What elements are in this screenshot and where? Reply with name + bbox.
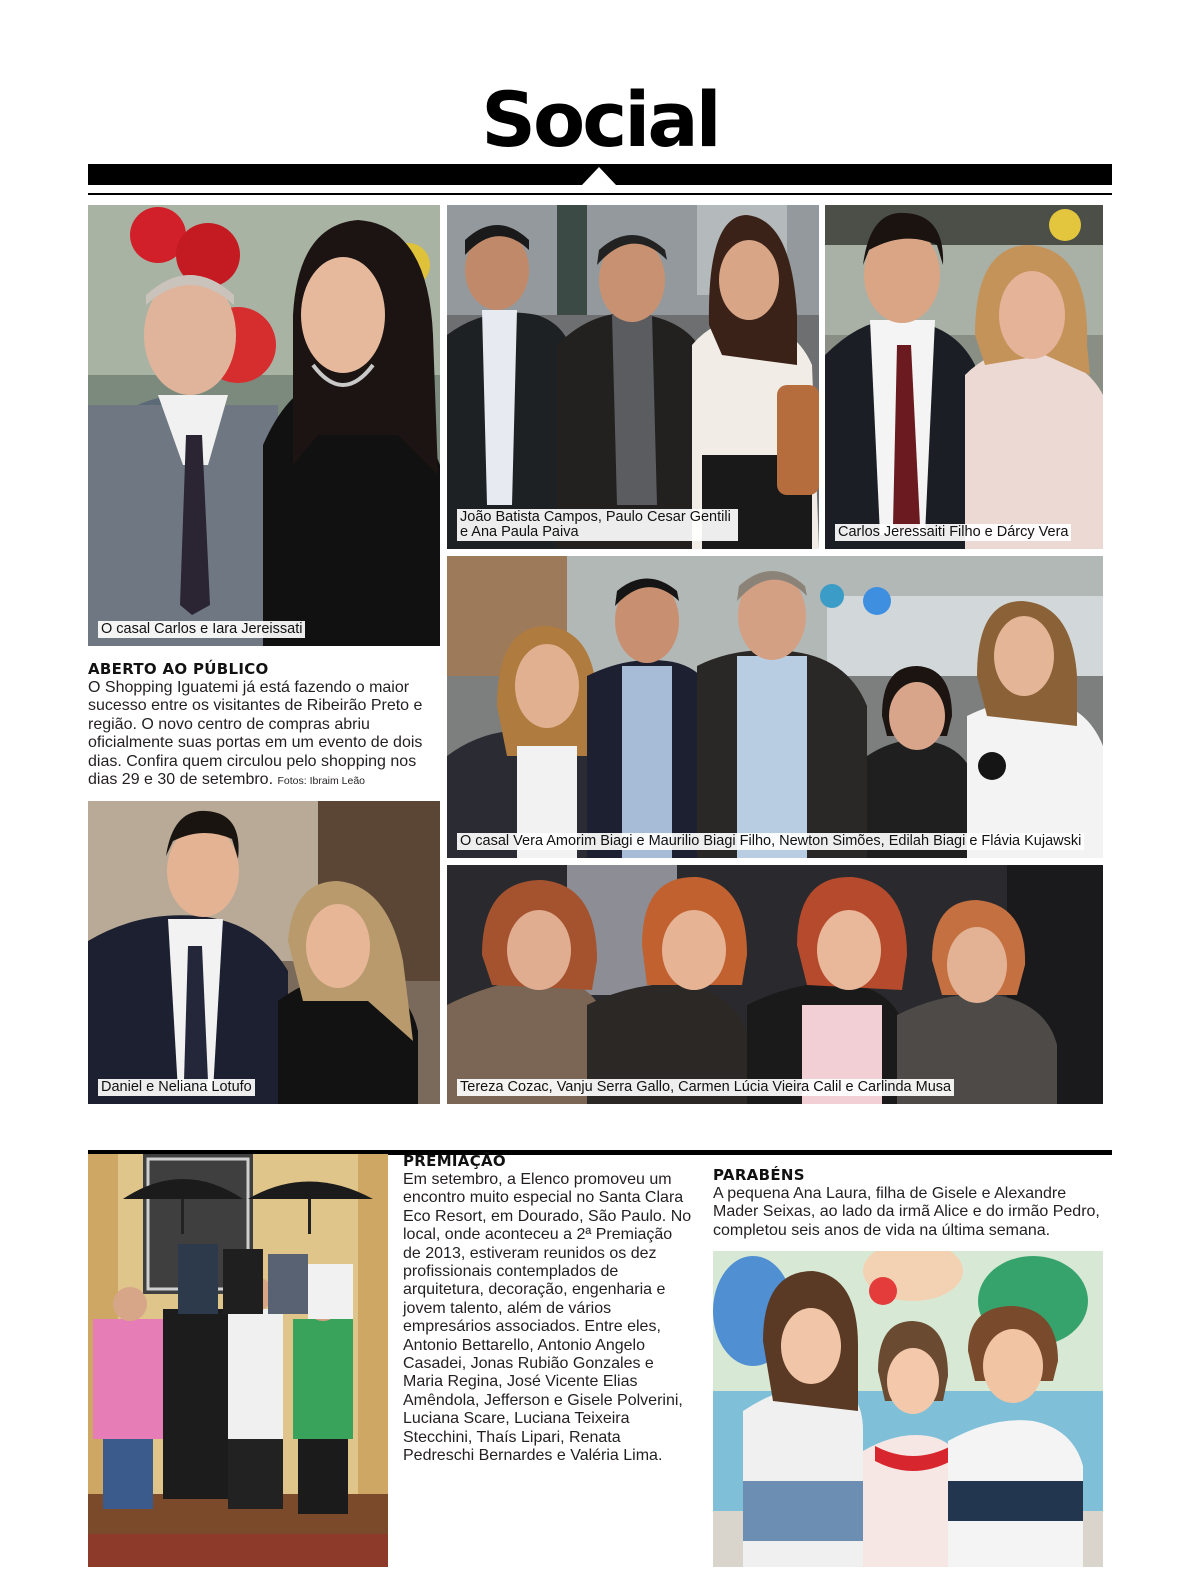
photo-carlos-iara xyxy=(88,205,440,646)
photo-carlos-darcy-caption: Carlos Jeressaiti Filho e Dárcy Vera xyxy=(835,524,1071,541)
photo-tereza-group xyxy=(447,865,1103,1104)
photo-joao-paulo-ana-caption: João Batista Campos, Paulo Cesar Gentili e Ana Paula Paiva xyxy=(457,509,738,541)
photo-carlos-iara-image xyxy=(88,205,440,646)
photo-premiacao-group-image xyxy=(88,1154,388,1567)
photo-biagi-group-caption: O casal Vera Amorim Biagi e Maurilio Biagi Filho, Newton Simões, Edilah Biagi e Flávia Kujawski xyxy=(457,833,1084,850)
parabens-heading: PARABÉNS xyxy=(713,1166,805,1184)
parabens-section xyxy=(713,1166,1108,1240)
premiacao-body: Em setembro, a Elenco promoveu um encontro muito especial no Santa Clara Eco Resort, em Dourado, São Paulo. No local, onde aconteceu a 2ª Premiação de 2013, estiveram reunidos os dez profissionais contemplados de arquitetura, decoração, engenharia e jovem talento, além de vários empresários associados. Entre eles, Antonio Bettarello, Antonio Angelo Casadei, Jonas Rubião Gonzales e Maria Regina, José Vicente Elias Amêndola, Jefferson e Gisele Polverini, Luciana Scare, Luciana Teixeira Stecchini, Thaís Lipari, Renata Pedreschi Bernardes e Valéria Lima. xyxy=(403,1171,692,1465)
photo-daniel-neliana-caption: Daniel e Neliana Lotufo xyxy=(98,1079,255,1096)
premiacao-heading: PREMIAÇÃO xyxy=(403,1152,506,1170)
aberto-body xyxy=(88,679,440,790)
photo-joao-paulo-ana xyxy=(447,205,819,549)
aberto-section xyxy=(88,660,440,790)
photo-children-image xyxy=(713,1251,1103,1567)
header-thin-rule xyxy=(88,193,1112,195)
photo-biagi-group-image xyxy=(447,556,1103,858)
photo-daniel-neliana xyxy=(88,801,440,1104)
photo-children xyxy=(713,1251,1103,1567)
parabens-body: A pequena Ana Laura, filha de Gisele e Alexandre Mader Seixas, ao lado da irmã Alice e do irmão Pedro, completou seis anos de vida na última semana. xyxy=(713,1185,1100,1239)
aberto-body-text: O Shopping Iguatemi já está fazendo o maior sucesso entre os visitantes de Ribeirão Preto e região. O novo centro de compras abriu oficialmente suas portas em um evento de dois dias. Confira quem circulou pelo shopping nos dias 29 e 30 de setembro. xyxy=(88,679,423,789)
photo-carlos-iara-caption: O casal Carlos e Iara Jereissati xyxy=(98,621,305,638)
aberto-heading: ABERTO AO PÚBLICO xyxy=(88,660,269,678)
photo-premiacao-group xyxy=(88,1154,388,1567)
photo-joao-paulo-ana-image xyxy=(447,205,819,549)
photo-biagi-group xyxy=(447,556,1103,858)
premiacao-section xyxy=(403,1152,693,1466)
header-notch xyxy=(582,167,616,185)
photo-credit: Fotos: Ibraim Leão xyxy=(277,775,366,788)
photo-tereza-group-image xyxy=(447,865,1103,1104)
photo-carlos-darcy xyxy=(825,205,1103,549)
photo-daniel-neliana-image xyxy=(88,801,440,1104)
photo-carlos-darcy-image xyxy=(825,205,1103,549)
page-title: Social xyxy=(481,75,719,164)
photo-tereza-group-caption: Tereza Cozac, Vanju Serra Gallo, Carmen Lúcia Vieira Calil e Carlinda Musa xyxy=(457,1079,954,1096)
